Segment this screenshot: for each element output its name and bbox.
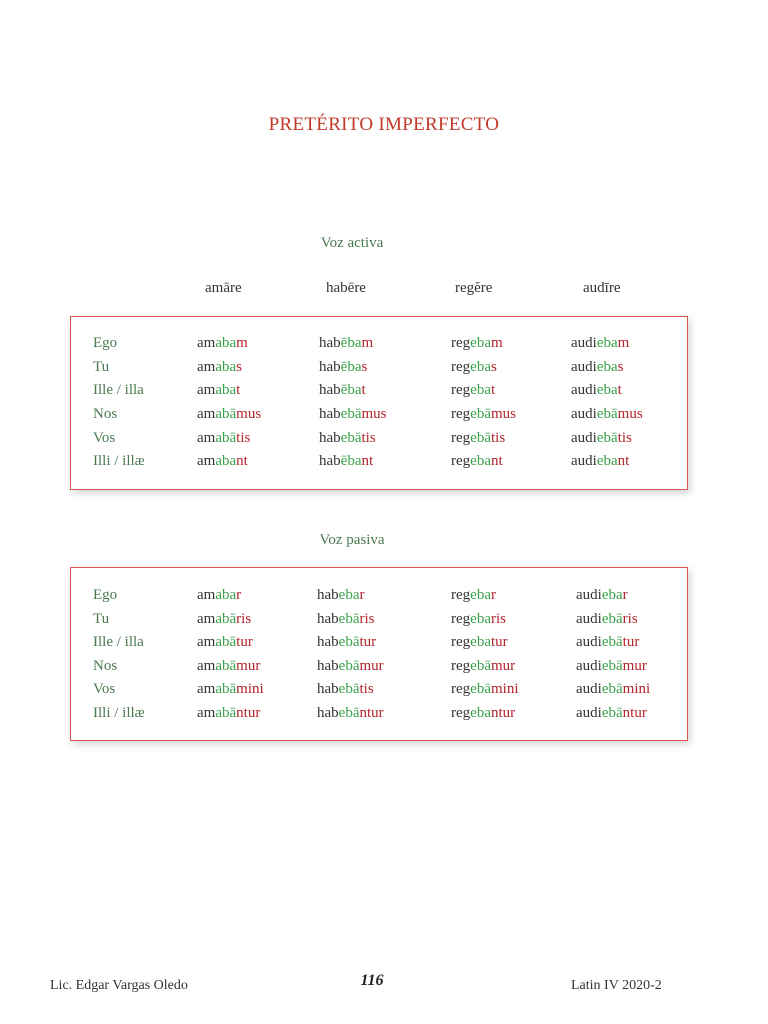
tense-marker: eba [601,587,623,603]
tense-marker: aba [215,453,237,469]
ending: mini [236,681,264,697]
stem: audi [576,681,602,697]
tense-marker: ebā [338,681,360,697]
verb-form [317,611,375,628]
tense-marker: eba [470,335,491,351]
tense-marker: ebā [601,658,623,674]
verb-form [571,382,622,399]
stem: audi [571,382,597,398]
ending: ntur [622,705,647,721]
ending: ris [359,611,375,627]
ending: tis [490,430,506,446]
ending: tur [359,634,377,650]
passive-row [71,705,687,727]
stem: reg [451,658,471,674]
stem: reg [451,382,471,398]
verb-form [571,453,629,470]
pronoun-label: Nos [93,406,118,422]
verb-form [451,681,519,698]
stem: am [197,430,216,446]
stem: am [197,382,216,398]
stem: reg [451,335,471,351]
ending: tis [617,430,632,446]
tense-marker: aba [215,587,237,603]
verb-form [576,634,639,651]
ending: s [361,359,368,375]
verb-form [451,453,503,470]
ending: mur [622,658,647,674]
tense-marker: eba [470,453,491,469]
stem: am [197,453,216,469]
tense-marker: ēba [340,453,362,469]
verb-form [319,453,373,470]
stem: hab [319,382,341,398]
tense-marker: ebā [470,406,491,422]
verb-form [451,611,506,628]
pronoun-label: Nos [93,658,118,674]
ending: r [490,587,496,603]
ending: s [236,359,242,375]
stem: am [197,681,216,697]
stem: reg [451,681,471,697]
ending: nt [361,453,374,469]
passive-row [71,611,687,633]
tense-marker: eba [470,359,491,375]
ending: t [490,382,496,398]
stem: hab [319,406,341,422]
verb-form [319,359,367,376]
tense-marker: ebā [338,634,360,650]
ending: m [236,335,248,351]
passive-voice-label: Voz pasiva [319,532,385,548]
tense-marker: aba [215,359,237,375]
ending: m [617,335,630,351]
verb-form [451,335,503,352]
ending: m [361,335,374,351]
pronoun-label: Ego [93,587,118,603]
tense-marker: eba [596,382,618,398]
verb-form [451,430,505,447]
tense-marker: eba [596,359,618,375]
verb-header-3: regĕre [455,280,493,296]
stem: reg [451,359,471,375]
verb-form [197,382,240,399]
verb-form [451,587,496,604]
passive-row [71,634,687,656]
stem: hab [317,658,339,674]
active-conjugation-table [70,316,688,490]
tense-marker: ebā [340,406,362,422]
verb-form [197,658,260,675]
stem: am [197,359,216,375]
pronoun-label: Illi / illæ [93,705,145,721]
pronoun-label: Tu [93,611,110,627]
stem: audi [576,634,602,650]
tense-marker: aba [215,335,237,351]
stem: hab [317,634,339,650]
verb-form [317,587,365,604]
verb-form [197,406,261,423]
verb-form [451,406,516,423]
stem: am [197,658,216,674]
verb-form [451,359,497,376]
verb-form [197,335,248,352]
tense-marker: eba [596,453,618,469]
page-number: 116 [360,972,384,989]
passive-conjugation-table [70,567,688,741]
ending: tur [622,634,640,650]
verb-form [197,705,260,722]
tense-marker: abā [215,681,237,697]
ending: tur [490,634,508,650]
ending: t [236,382,241,398]
passive-row [71,681,687,703]
tense-marker: ebā [601,611,623,627]
stem: audi [571,430,597,446]
tense-marker: ebā [340,430,362,446]
verb-form [571,359,624,376]
ending: t [361,382,366,398]
stem: am [197,634,216,650]
ending: ntur [359,705,384,721]
verb-form [319,430,376,447]
ending: tis [361,430,376,446]
ending: r [359,587,365,603]
tense-marker: aba [215,382,237,398]
active-row [71,406,687,428]
ending: mur [490,658,516,674]
tense-marker: eba [470,382,491,398]
tense-marker: abā [215,634,237,650]
tense-marker: abā [215,611,237,627]
verb-form [571,406,643,423]
ending: mini [622,681,651,697]
verb-form [319,382,366,399]
stem: audi [576,658,602,674]
ending: mus [490,406,516,422]
ending: tur [236,634,253,650]
ending: t [617,382,622,398]
verb-form [571,430,632,447]
ending: nt [236,453,248,469]
ending: tis [236,430,251,446]
tense-marker: ebā [601,634,623,650]
verb-headers [0,280,768,302]
verb-form [451,658,515,675]
footer-course: Latin IV 2020-2 [571,978,662,993]
stem: audi [576,705,602,721]
stem: audi [576,611,602,627]
stem: hab [319,430,341,446]
stem: audi [571,359,597,375]
verb-header-1: amāre [205,280,242,296]
tense-marker: ebā [596,406,618,422]
pronoun-label: Tu [93,359,110,375]
ending: mur [236,658,261,674]
active-row [71,430,687,452]
ending: mus [361,406,387,422]
active-voice-label: Voz activa [320,235,384,251]
verb-form [197,587,241,604]
active-row [71,382,687,404]
stem: reg [451,453,471,469]
tense-marker: abā [215,658,237,674]
verb-form [451,705,515,722]
stem: hab [319,359,341,375]
page-title: PRETÉRITO IMPERFECTO [268,114,500,135]
pronoun-label: Ego [93,335,118,351]
stem: reg [451,587,471,603]
verb-form [197,453,248,470]
ending: m [490,335,503,351]
stem: reg [451,430,471,446]
ending: s [490,359,497,375]
passive-row [71,587,687,609]
stem: hab [319,335,341,351]
stem: am [197,406,216,422]
stem: am [197,335,216,351]
active-row [71,359,687,381]
ending: ntur [236,705,261,721]
tense-marker: eba [596,335,618,351]
tense-marker: ebā [470,681,491,697]
active-row [71,453,687,475]
verb-form [197,634,253,651]
passive-row [71,658,687,680]
verb-header-4: audīre [583,280,621,296]
verb-form [576,681,650,698]
stem: audi [576,587,602,603]
stem: reg [451,611,471,627]
verb-form [317,658,384,675]
stem: hab [317,611,339,627]
tense-marker: ēba [340,382,362,398]
footer-author: Lic. Edgar Vargas Oledo [50,978,188,993]
tense-marker: ebā [470,430,491,446]
ending: mus [236,406,262,422]
ending: mini [490,681,519,697]
stem: hab [317,705,339,721]
verb-form [576,705,647,722]
tense-marker: ēba [340,359,362,375]
tense-marker: eba [338,587,360,603]
stem: hab [317,587,339,603]
ending: mus [617,406,643,422]
tense-marker: ebā [338,658,360,674]
verb-form [197,430,250,447]
ending: r [622,587,628,603]
tense-marker: eba [470,611,491,627]
verb-form [317,681,374,698]
pronoun-label: Vos [93,430,116,446]
ending: ntur [490,705,516,721]
ending: tis [359,681,374,697]
stem: reg [451,705,471,721]
verb-form [197,611,251,628]
ending: r [236,587,242,603]
verb-form [319,406,387,423]
verb-form [571,335,629,352]
tense-marker: ebā [596,430,618,446]
tense-marker: eba [470,634,491,650]
ending: ris [490,611,506,627]
stem: reg [451,406,471,422]
ending: s [617,359,624,375]
verb-header-2: habēre [326,280,366,296]
tense-marker: abā [215,406,237,422]
tense-marker: abā [215,705,237,721]
stem: am [197,611,216,627]
verb-form [576,587,628,604]
verb-form [197,681,264,698]
tense-marker: abā [215,430,237,446]
verb-form [576,658,647,675]
active-row [71,335,687,357]
tense-marker: ebā [338,705,360,721]
stem: audi [571,453,597,469]
ending: ris [236,611,252,627]
ending: ris [622,611,638,627]
tense-marker: ebā [338,611,360,627]
stem: hab [317,681,339,697]
verb-form [197,359,242,376]
pronoun-label: Vos [93,681,116,697]
pronoun-label: Illi / illæ [93,453,145,469]
tense-marker: ebā [601,705,623,721]
tense-marker: ēba [340,335,362,351]
stem: reg [451,634,471,650]
ending: mur [359,658,384,674]
tense-marker: eba [470,587,491,603]
pronoun-label: Ille / illa [93,634,144,650]
stem: audi [571,335,597,351]
verb-form [317,634,376,651]
verb-form [451,382,495,399]
verb-form [317,705,384,722]
ending: nt [617,453,630,469]
stem: hab [319,453,341,469]
stem: am [197,587,216,603]
tense-marker: eba [470,705,491,721]
verb-form [451,634,508,651]
ending: nt [490,453,503,469]
verb-form [319,335,373,352]
pronoun-label: Ille / illa [93,382,144,398]
tense-marker: ebā [470,658,491,674]
stem: am [197,705,216,721]
stem: audi [571,406,597,422]
verb-form [576,611,638,628]
tense-marker: ebā [601,681,623,697]
